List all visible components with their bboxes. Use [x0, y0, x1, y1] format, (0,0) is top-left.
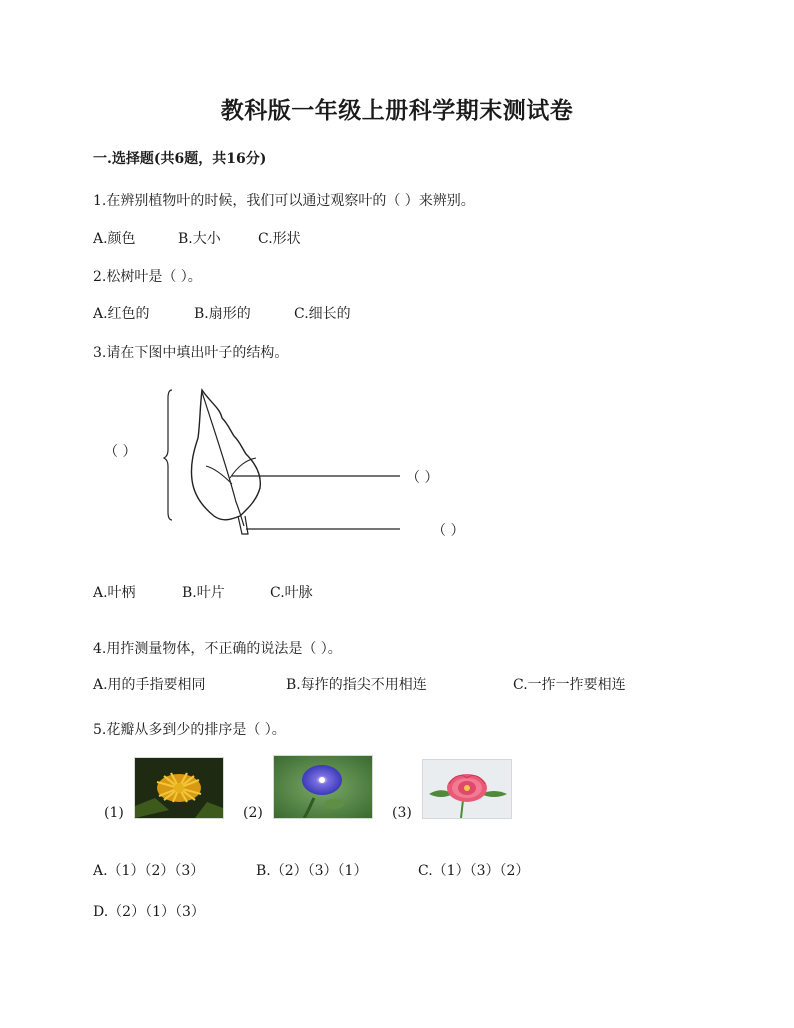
question-2-option-a[interactable]: A.红色的: [93, 306, 150, 322]
question-1-option-a[interactable]: A.颜色: [93, 231, 136, 247]
question-3-option-c[interactable]: C.叶脉: [270, 585, 313, 601]
question-2-option-b[interactable]: B.扇形的: [194, 306, 251, 322]
question-5-text: 5.花瓣从多到少的排序是（ ）。: [93, 722, 286, 738]
morning-glory-image: [273, 755, 373, 819]
question-4-option-c[interactable]: C.一拃一拃要相连: [513, 677, 626, 693]
peony-image: [422, 759, 512, 819]
leaf-bracket: [164, 390, 172, 520]
question-3-text: 3.请在下图中填出叶子的结构。: [93, 345, 289, 361]
question-5-option-c[interactable]: C.（1）（3）（2）: [418, 863, 530, 879]
flower-label-2: (2): [243, 805, 263, 821]
question-2-text: 2.松树叶是（ ）。: [93, 269, 202, 285]
flower-label-3: (3): [392, 805, 412, 821]
leaf-blank-bottom[interactable]: （ ）: [432, 523, 465, 539]
question-4-option-a[interactable]: A.用的手指要相同: [93, 677, 206, 693]
question-1-option-c[interactable]: C.形状: [258, 231, 301, 247]
question-4-text: 4.用拃测量物体，不正确的说法是（ ）。: [93, 641, 342, 657]
leaf-blank-left[interactable]: （ ）: [104, 444, 137, 460]
leaf-outline: [191, 390, 260, 520]
page-title: 教科版一年级上册科学期末测试卷: [220, 97, 574, 124]
question-5-option-b[interactable]: B.（2）（3）（1）: [256, 863, 368, 879]
leaf-midrib: [202, 392, 244, 526]
question-1-text: 1.在辨别植物叶的时候，我们可以通过观察叶的（ ）来辨别。: [93, 193, 475, 209]
question-5-option-a[interactable]: A.（1）（2）（3）: [93, 863, 205, 879]
leaf-blank-middle[interactable]: （ ）: [406, 470, 439, 486]
question-3-option-a[interactable]: A.叶柄: [93, 585, 136, 601]
question-1-option-b[interactable]: B.大小: [178, 231, 221, 247]
question-4-option-b[interactable]: B.每拃的指尖不用相连: [286, 677, 427, 693]
question-2-option-c[interactable]: C.细长的: [294, 306, 351, 322]
leaf-petiole: [238, 516, 248, 534]
question-3-option-b[interactable]: B.叶片: [182, 585, 225, 601]
flower-label-1: (1): [104, 805, 124, 821]
section-heading: 一.选择题(共6题，共16分): [93, 151, 267, 167]
chrysanthemum-image: [134, 757, 224, 819]
leaf-diagram: [150, 384, 400, 544]
question-5-option-d[interactable]: D.（2）（1）（3）: [93, 904, 205, 920]
